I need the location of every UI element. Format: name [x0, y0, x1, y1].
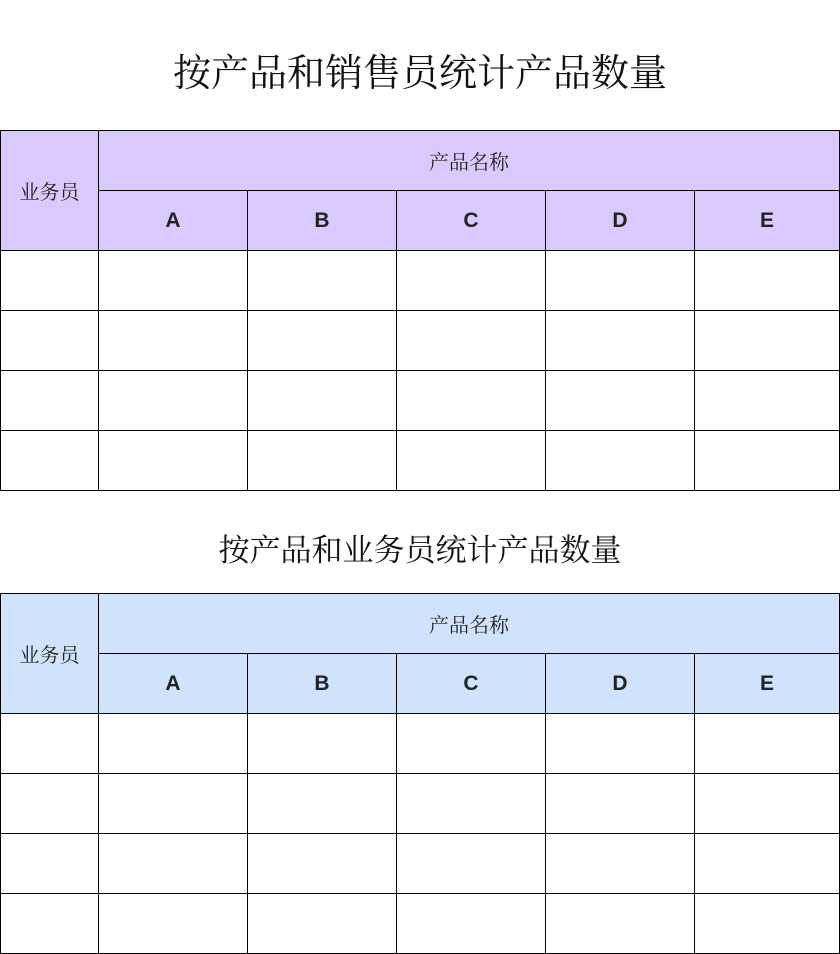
quantity-cell[interactable]: [397, 371, 546, 431]
salesperson-cell[interactable]: [1, 251, 99, 311]
quantity-cell[interactable]: [546, 714, 695, 774]
quantity-cell[interactable]: [248, 714, 397, 774]
column-header-c: C: [397, 191, 546, 251]
salesperson-cell[interactable]: [1, 774, 99, 834]
quantity-cell[interactable]: [546, 431, 695, 491]
column-header-e: E: [695, 654, 840, 714]
quantity-cell[interactable]: [248, 894, 397, 954]
quantity-cell[interactable]: [695, 774, 840, 834]
table-row: [1, 714, 840, 774]
quantity-cell[interactable]: [248, 834, 397, 894]
salesperson-cell[interactable]: [1, 371, 99, 431]
table-row: [1, 894, 840, 954]
product-sales-table-2: [0, 593, 840, 954]
quantity-cell[interactable]: [695, 714, 840, 774]
table-row: [1, 371, 840, 431]
quantity-cell[interactable]: [397, 311, 546, 371]
quantity-cell[interactable]: [99, 311, 248, 371]
quantity-cell[interactable]: [546, 251, 695, 311]
quantity-cell[interactable]: [397, 834, 546, 894]
quantity-cell[interactable]: [695, 371, 840, 431]
quantity-cell[interactable]: [248, 311, 397, 371]
quantity-cell[interactable]: [397, 894, 546, 954]
quantity-cell[interactable]: [99, 431, 248, 491]
product-sales-table-1: [0, 130, 840, 491]
row-header-salesperson: 业务员: [1, 594, 99, 714]
quantity-cell[interactable]: [99, 774, 248, 834]
quantity-cell[interactable]: [546, 834, 695, 894]
group-header-product-name: 产品名称: [99, 594, 840, 654]
column-header-a: A: [99, 654, 248, 714]
row-header-salesperson: 业务员: [1, 131, 99, 251]
column-header-b: B: [248, 654, 397, 714]
quantity-cell[interactable]: [99, 834, 248, 894]
quantity-cell[interactable]: [695, 431, 840, 491]
quantity-cell[interactable]: [248, 774, 397, 834]
quantity-cell[interactable]: [248, 371, 397, 431]
group-header-product-name: 产品名称: [99, 131, 840, 191]
quantity-cell[interactable]: [397, 714, 546, 774]
table-2-title: 按产品和业务员统计产品数量: [218, 533, 622, 569]
quantity-cell[interactable]: [546, 774, 695, 834]
quantity-cell[interactable]: [546, 371, 695, 431]
quantity-cell[interactable]: [99, 714, 248, 774]
quantity-cell[interactable]: [248, 431, 397, 491]
quantity-cell[interactable]: [397, 774, 546, 834]
salesperson-cell[interactable]: [1, 714, 99, 774]
salesperson-cell[interactable]: [1, 894, 99, 954]
column-header-c: C: [397, 654, 546, 714]
quantity-cell[interactable]: [695, 311, 840, 371]
quantity-cell[interactable]: [695, 251, 840, 311]
table-row: [1, 774, 840, 834]
table-row: [1, 251, 840, 311]
table-body: [1, 251, 840, 491]
quantity-cell[interactable]: [546, 311, 695, 371]
quantity-cell[interactable]: [695, 894, 840, 954]
column-header-d: D: [546, 191, 695, 251]
quantity-cell[interactable]: [99, 371, 248, 431]
table-1-title: 按产品和销售员统计产品数量: [172, 51, 667, 95]
quantity-cell[interactable]: [397, 251, 546, 311]
table-row: [1, 834, 840, 894]
salesperson-cell[interactable]: [1, 311, 99, 371]
column-header-e: E: [695, 191, 840, 251]
column-header-a: A: [99, 191, 248, 251]
quantity-cell[interactable]: [99, 251, 248, 311]
quantity-cell[interactable]: [397, 431, 546, 491]
quantity-cell[interactable]: [546, 894, 695, 954]
salesperson-cell[interactable]: [1, 431, 99, 491]
column-header-b: B: [248, 191, 397, 251]
salesperson-cell[interactable]: [1, 834, 99, 894]
quantity-cell[interactable]: [695, 834, 840, 894]
column-header-d: D: [546, 654, 695, 714]
table-row: [1, 311, 840, 371]
quantity-cell[interactable]: [99, 894, 248, 954]
quantity-cell[interactable]: [248, 251, 397, 311]
table-body: [1, 714, 840, 954]
table-row: [1, 431, 840, 491]
